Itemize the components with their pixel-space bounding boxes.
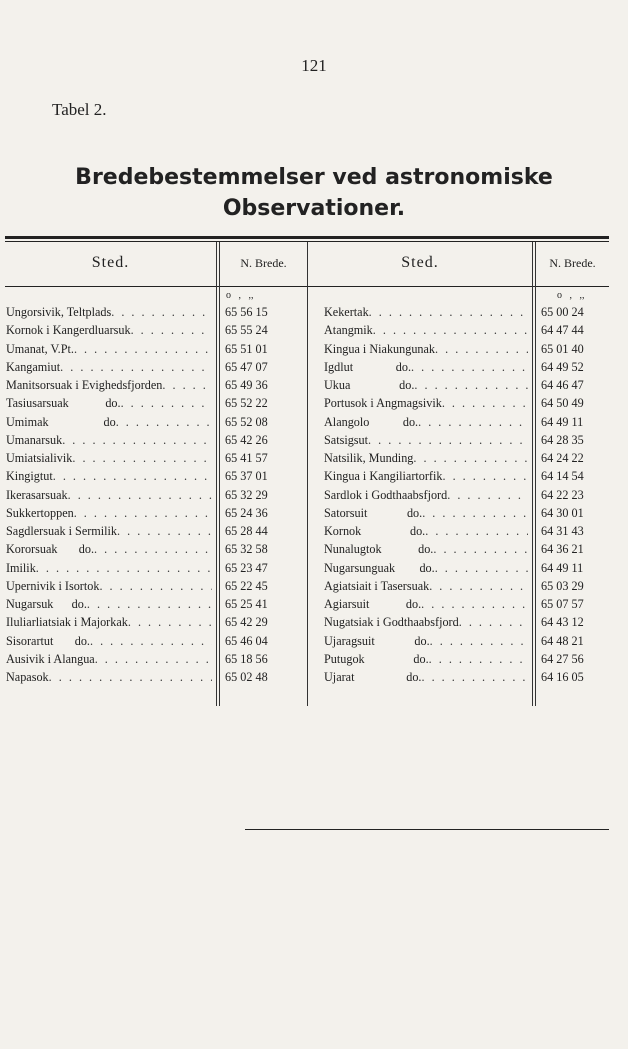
title-line-1: Bredebestemmelser ved astronomiske <box>75 165 553 190</box>
table-row-place <box>324 340 528 358</box>
table-row-place <box>324 449 528 467</box>
leader-dots <box>68 486 212 504</box>
place-name: Kornok i Kangerdluarsuk <box>6 323 131 338</box>
title-line-2: Observationer. <box>222 196 406 221</box>
place-name: Umiatsialivik <box>6 451 73 465</box>
table-row-latitude: 64 14 54 <box>541 469 584 484</box>
table-row-latitude: 65 49 36 <box>225 378 268 392</box>
table-row-place <box>6 321 212 339</box>
bottom-rule <box>245 829 609 830</box>
leader-dots <box>87 595 212 613</box>
table-row-latitude: 64 24 22 <box>541 451 584 465</box>
table-row-place <box>324 394 528 412</box>
table-row-latitude: 65 46 04 <box>225 633 268 648</box>
left-lat-column <box>222 303 306 686</box>
place-name: Kingigtut <box>6 469 53 484</box>
place-name: Nugarsunguak do. <box>324 560 435 575</box>
leader-dots <box>94 540 212 558</box>
table-row-latitude: 64 47 44 <box>541 323 584 338</box>
units-right: o , ,, <box>557 290 585 301</box>
page-title <box>0 162 628 224</box>
table-row-place <box>324 467 528 485</box>
table-row-place <box>324 321 528 339</box>
table-row-place <box>6 358 212 376</box>
table-row-place <box>6 668 212 686</box>
table-row-latitude: 65 52 08 <box>225 414 268 429</box>
table-row-latitude: 65 42 26 <box>225 432 268 447</box>
place-name: Kingua i Kangiliartorfik <box>324 469 443 484</box>
table-row-place <box>6 449 212 467</box>
table-row-latitude: 65 28 44 <box>225 524 268 538</box>
place-name: Umimak do <box>6 414 116 429</box>
place-name: Satsigsut <box>324 432 369 447</box>
table-row-latitude: 64 49 11 <box>541 414 584 429</box>
leader-dots <box>429 577 528 595</box>
table-row-latitude: 65 00 24 <box>541 305 584 319</box>
table-row-place <box>324 358 528 376</box>
place-name: Kingua i Niakungunak <box>324 341 436 356</box>
divider-mid <box>307 242 308 706</box>
leader-dots <box>74 340 212 358</box>
leader-dots <box>116 413 212 431</box>
table-row-latitude: 65 25 41 <box>225 597 268 611</box>
table-row-latitude: 64 43 12 <box>541 615 584 630</box>
place-name: Ujaragsuit do. <box>324 633 430 648</box>
table-row-place <box>6 467 212 485</box>
table-row-place <box>6 303 212 321</box>
table-row-latitude: 65 55 24 <box>225 323 268 338</box>
leader-dots <box>72 449 212 467</box>
table-row-place <box>324 522 528 540</box>
table-row-place <box>6 613 212 631</box>
leader-dots <box>62 431 212 449</box>
units-left: o , ,, <box>226 290 254 301</box>
table-row-place <box>324 376 528 394</box>
leader-dots <box>128 613 212 631</box>
table-row-latitude: 64 28 35 <box>541 432 584 447</box>
place-name: Ujarat do. <box>324 670 422 684</box>
table-row-latitude: 64 36 21 <box>541 542 584 557</box>
table-row-place <box>324 504 528 522</box>
place-name: Igdlut do. <box>324 359 412 374</box>
table-row-latitude: 65 51 01 <box>225 341 268 356</box>
divider-right-a <box>532 242 533 706</box>
table-row-latitude: 64 27 56 <box>541 651 584 666</box>
place-name: Ikerasarsuak <box>6 487 68 502</box>
leader-dots <box>413 449 528 467</box>
table-row-place <box>6 376 212 394</box>
table-row-place <box>6 577 212 595</box>
leader-dots <box>435 340 528 358</box>
leader-dots <box>421 595 528 613</box>
leader-dots <box>111 303 212 321</box>
leader-dots <box>422 504 528 522</box>
table-row-place <box>324 632 528 650</box>
leader-dots <box>121 394 212 412</box>
place-name: Putugok do. <box>324 651 429 666</box>
place-name: Umanat, V.Pt. <box>6 341 74 356</box>
table-row-latitude: 65 24 36 <box>225 505 268 520</box>
table-row-place <box>6 431 212 449</box>
table-row-place <box>324 668 528 686</box>
leader-dots <box>99 577 212 595</box>
leader-dots <box>447 486 528 504</box>
leader-dots <box>411 358 528 376</box>
leader-dots <box>429 650 528 668</box>
table-row-latitude: 65 32 58 <box>225 542 268 557</box>
table-row-latitude: 64 50 49 <box>541 396 584 411</box>
place-name: Nunalugtok do. <box>324 542 434 557</box>
leader-dots <box>369 303 528 321</box>
table-row-place <box>324 540 528 558</box>
leader-dots <box>90 632 212 650</box>
place-name: Satorsuit do. <box>324 505 423 520</box>
divider-left-a <box>216 242 217 706</box>
place-name: Iluliarliatsiak i Majorkak <box>6 615 128 630</box>
table-row-place <box>6 650 212 668</box>
table-row-place <box>6 559 212 577</box>
place-name: Kororsuak do. <box>6 542 95 557</box>
table-row-place <box>6 340 212 358</box>
table-row-place <box>324 431 528 449</box>
table-row-latitude: 65 23 47 <box>225 560 268 575</box>
place-name: Manitsorsuak i Evighedsfjorden <box>6 378 163 392</box>
table-row-place <box>324 650 528 668</box>
place-name: Kangamiut <box>6 359 61 374</box>
header-lat-right: N. Brede. <box>549 255 596 270</box>
header-lat-left: N. Brede. <box>240 255 287 270</box>
header-place-right: Sted. <box>401 254 439 271</box>
place-name: Kekertak <box>324 305 369 319</box>
top-rule-thick <box>5 236 609 239</box>
table-row-place <box>324 303 528 321</box>
divider-right-b <box>535 242 536 706</box>
place-name: Sukkertoppen <box>6 505 74 520</box>
leader-dots <box>131 321 212 339</box>
table-row-latitude: 64 16 05 <box>541 670 584 684</box>
table-row-place <box>6 632 212 650</box>
leader-dots <box>435 559 528 577</box>
leader-dots <box>162 376 212 394</box>
table-row-place <box>6 413 212 431</box>
table-row-latitude: 64 46 47 <box>541 378 584 392</box>
place-name: Ungorsivik, Teltplads <box>6 305 112 319</box>
table-row-latitude: 65 52 22 <box>225 396 268 411</box>
leader-dots <box>442 467 528 485</box>
table-row-latitude: 64 48 21 <box>541 633 584 648</box>
leader-dots <box>53 467 212 485</box>
table-row-latitude: 64 22 23 <box>541 487 584 502</box>
table-row-latitude: 65 01 40 <box>541 341 584 356</box>
right-lat-column <box>538 303 608 686</box>
place-name: Ukua do. <box>324 378 415 392</box>
place-name: Upernivik i Isortok <box>6 578 100 593</box>
place-name: Natsilik, Munding <box>324 451 414 465</box>
table-row-latitude: 64 49 52 <box>541 359 584 374</box>
table-row-latitude: 64 31 43 <box>541 524 584 538</box>
header-place-left: Sted. <box>91 254 130 271</box>
table-row-place <box>6 522 212 540</box>
leader-dots <box>418 413 528 431</box>
place-name: Tasiusarsuak do. <box>6 396 121 411</box>
table-row-latitude: 65 02 48 <box>225 670 268 684</box>
table-row-place <box>6 595 212 613</box>
leader-dots <box>117 522 212 540</box>
table-row-place <box>6 504 212 522</box>
leader-dots <box>36 559 212 577</box>
leader-dots <box>430 632 528 650</box>
table-row-latitude: 65 03 29 <box>541 578 584 593</box>
place-name: Sardlok i Godthaabsfjord <box>324 487 448 502</box>
table-row-place <box>324 413 528 431</box>
leader-dots <box>373 321 528 339</box>
leader-dots <box>95 650 212 668</box>
table-row-latitude: 64 49 11 <box>541 560 584 575</box>
place-name: Kornok do. <box>324 524 426 538</box>
leader-dots <box>442 394 528 412</box>
table-row-latitude: 65 32 29 <box>225 487 268 502</box>
table-row-place <box>324 613 528 631</box>
place-name: Napasok <box>6 670 49 684</box>
place-name: Nugarsuk do. <box>6 597 87 611</box>
table-row-latitude: 64 30 01 <box>541 505 584 520</box>
place-name: Alangolo do. <box>324 414 419 429</box>
table-row-latitude: 65 56 15 <box>225 305 268 319</box>
place-name: Sagdlersuak i Sermilik <box>6 524 118 538</box>
table-row-place <box>324 595 528 613</box>
leader-dots <box>414 376 528 394</box>
table-row-latitude: 65 47 07 <box>225 359 268 374</box>
table-row-place <box>6 540 212 558</box>
table-row-place <box>324 577 528 595</box>
leader-dots <box>49 668 212 686</box>
page-number: 121 <box>301 56 327 75</box>
table-row-latitude: 65 07 57 <box>541 597 584 611</box>
table-row-place <box>324 486 528 504</box>
place-name: Nugatsiak i Godthaabsfjord <box>324 615 459 630</box>
table-row-place <box>324 559 528 577</box>
table-label: Tabel 2. <box>52 100 107 119</box>
table-row-place <box>6 486 212 504</box>
place-name: Sisorartut do. <box>6 633 90 648</box>
leader-dots <box>60 358 212 376</box>
place-name: Agiarsuit do. <box>324 597 422 611</box>
place-name: Imilik <box>6 560 36 575</box>
table-row-latitude: 65 22 45 <box>225 578 268 593</box>
right-place-column <box>324 303 528 686</box>
place-name: Atangmik <box>324 323 373 338</box>
place-name: Ausivik i Alangua <box>6 651 95 666</box>
left-place-column <box>6 303 212 686</box>
place-name: Agiatsiait i Tasersuak <box>324 578 430 593</box>
place-name: Portusok i Angmagsivik <box>324 396 442 411</box>
leader-dots <box>459 613 528 631</box>
leader-dots <box>368 431 528 449</box>
table-row-latitude: 65 37 01 <box>225 469 268 484</box>
leader-dots <box>74 504 212 522</box>
divider-left-b <box>219 242 220 706</box>
leader-dots <box>425 522 528 540</box>
table-row-place <box>6 394 212 412</box>
table-row-latitude: 65 42 29 <box>225 615 268 630</box>
table-row-latitude: 65 41 57 <box>225 451 268 465</box>
leader-dots <box>421 668 528 686</box>
leader-dots <box>433 540 528 558</box>
table-row-latitude: 65 18 56 <box>225 651 268 666</box>
place-name: Umanarsuk <box>6 432 63 447</box>
